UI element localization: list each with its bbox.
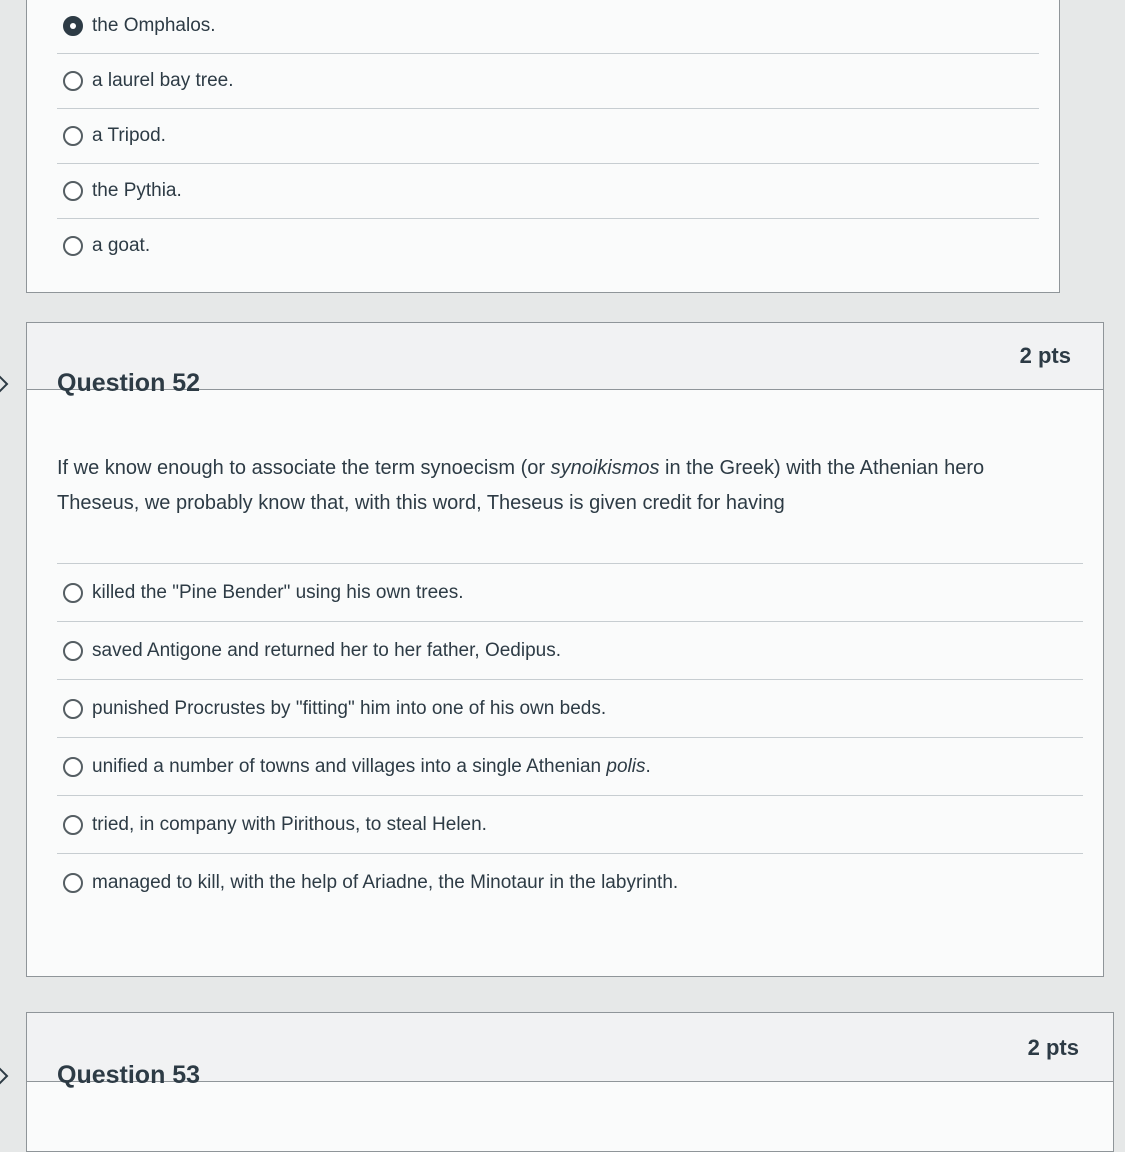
answer-label	[92, 756, 651, 778]
answer-option[interactable]	[57, 737, 1083, 795]
question-points: 2 pts	[1027, 1035, 1079, 1060]
answer-label: the Pythia.	[92, 180, 182, 201]
question-52-card	[26, 322, 1104, 977]
answer-label: managed to kill, with the help of Ariadne, the Minotaur in the labyrinth.	[92, 871, 679, 893]
answer-option[interactable]	[57, 163, 1039, 218]
answer-label-italic: polis	[606, 755, 646, 777]
question-53-card	[26, 1012, 1114, 1152]
answer-label-part: .	[645, 755, 651, 777]
question-text-part: If we know enough to associate the term synoecism (or	[57, 457, 551, 479]
radio-button[interactable]	[63, 873, 83, 893]
radio-button-selected[interactable]	[63, 16, 83, 36]
question-points: 2 pts	[1019, 343, 1071, 368]
answer-label: killed the "Pine Bender" using his own trees.	[92, 581, 464, 603]
question-51-card	[26, 0, 1060, 293]
answer-label: saved Antigone and returned her to her father, Oedipus.	[92, 639, 561, 661]
chevron-right-icon[interactable]	[0, 1066, 10, 1086]
question-text-part: in the Greek) with the Athenian hero Theseus, we probably know that, with this word, Theseus is given credit for having	[57, 457, 985, 514]
answer-label: a goat.	[92, 235, 151, 256]
radio-button[interactable]	[63, 583, 83, 603]
answer-label: punished Procrustes by "fitting" him into one of his own beds.	[92, 697, 607, 719]
answer-option[interactable]	[57, 853, 1083, 911]
radio-button[interactable]	[63, 641, 83, 661]
question-header	[27, 1013, 1113, 1089]
radio-button[interactable]	[63, 181, 83, 201]
answer-list	[57, 563, 1083, 911]
question-title: Question 53	[57, 1061, 201, 1089]
answer-option[interactable]	[57, 0, 1039, 53]
answer-option[interactable]	[57, 621, 1083, 679]
radio-button[interactable]	[63, 757, 83, 777]
chevron-right-icon[interactable]	[0, 374, 10, 394]
question-text-italic: synoikismos	[550, 457, 660, 479]
question-header	[27, 323, 1103, 397]
radio-button[interactable]	[63, 699, 83, 719]
answer-label: a laurel bay tree.	[92, 70, 234, 91]
answer-option[interactable]	[57, 53, 1039, 108]
answer-label: a Tripod.	[92, 125, 166, 146]
answer-label: tried, in company with Pirithous, to steal Helen.	[92, 813, 487, 835]
answer-option[interactable]	[57, 108, 1039, 163]
answer-option[interactable]	[57, 218, 1039, 273]
answer-option[interactable]	[57, 563, 1083, 621]
radio-button[interactable]	[63, 815, 83, 835]
radio-button[interactable]	[63, 236, 83, 256]
answer-list	[57, 0, 1039, 273]
answer-label-part: unified a number of towns and villages into a single Athenian	[92, 755, 607, 777]
answer-label: the Omphalos.	[92, 15, 216, 36]
radio-button[interactable]	[63, 71, 83, 91]
question-text	[57, 451, 1057, 521]
question-title: Question 52	[57, 369, 201, 397]
answer-option[interactable]	[57, 679, 1083, 737]
radio-button[interactable]	[63, 126, 83, 146]
answer-option[interactable]	[57, 795, 1083, 853]
